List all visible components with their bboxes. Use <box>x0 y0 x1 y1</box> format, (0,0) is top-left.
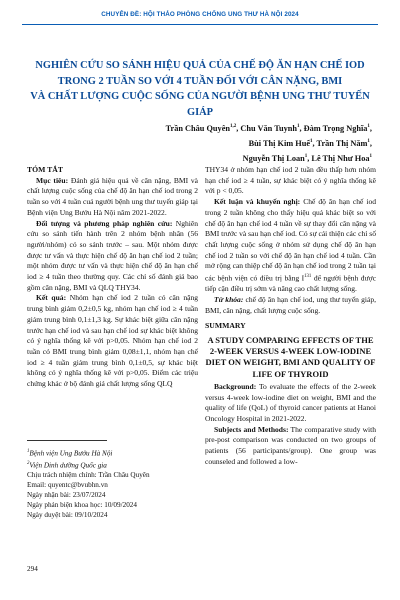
right-column <box>205 165 376 468</box>
title-line-3: VÀ CHẤT LƯỢNG CUỘC SỐNG CỦA NGƯỜI BỆNH UNG THƯ TUYẾN GIÁP <box>30 91 370 119</box>
affiliation-2: $^2$Viện Dinh dưỡng Quốc gia <box>27 460 107 470</box>
background-paragraph: Background: To evaluate the effects of the 2-week versus 4-week low-iodine diet on weight, BMI and the quality of life (QoL) of thyroid cancer patients at Hanoi Oncology Hospital in 2021-2022. <box>205 381 376 423</box>
email: Email: quyentc@bvubhn.vn <box>27 481 108 490</box>
author-line-2: Bùi Thị Kim Huế$^1$, Trần Thị Năm$^1$, <box>248 138 372 148</box>
page-number: 294 <box>27 565 38 573</box>
methods-paragraph: Đối tượng và phương pháp nghiên cứu: Nghiên cứu so sánh tiến hành trên 2 nhóm bệnh nhân (56 người/nhóm) có so sánh trước – sau. Một nhóm được được tư vấn và thực hiện chế độ ăn hạn chế iod 2 tuần; một nhóm được tư vấn và thực hiện chế độ ăn hạn chế iod ≥ 4 tuần theo thường quy. Các chỉ số đánh giá bao gồm cân nặng, BMI và QLQ THY34. <box>27 218 199 292</box>
date-approved: Ngày duyệt bài: 09/10/2024 <box>27 510 108 519</box>
abstract-heading: TÓM TẮT <box>27 165 63 174</box>
article-title <box>30 58 370 121</box>
results-paragraph: Kết quả: Nhóm hạn chế iod 2 tuần có cân nặng trung bình giảm 0,2±0,5 kg, nhóm hạn chế iod ≥ 4 tuần giảm trung bình 0,1±1,3 kg. Sự khác biệt giữa cân nặng trước hạn chế iod và sau hạn chế iod sự khác biệt không có ý nghĩa thống kê với p>0,05. Nhóm hạn chế iod 2 tuần có BMI trung bình giảm 0,08±1,1, nhóm hạn chế iod ≥ 4 tuần giảm trung bình 0,1±0,5, sự khác biệt không có ý nghĩa thống kê với p>0,05. Điểm các triệu chứng khác ở bộ đánh giá chất lượng sống QLQ <box>27 293 198 389</box>
date-received: Ngày nhận bài: 23/07/2024 <box>27 491 106 499</box>
footnote-divider <box>27 440 107 441</box>
journal-header <box>0 0 400 32</box>
summary-heading: SUMMARY <box>205 321 246 331</box>
results-continued: THY34 ở nhóm hạn chế iod 2 tuần đều thấp hơn nhóm hạn chế iod ≥ 4 tuần, sự khác biệt có ý nghĩa thống kê với p < 0,05. <box>205 165 376 196</box>
title-line-2: TRONG 2 TUẦN SO VỚI 4 TUẦN ĐỐI VỚI CÂN NẶNG, BMI <box>57 75 343 87</box>
title-line-1: NGHIÊN CỨU SO SÁNH HIỆU QUẢ CỦA CHẾ ĐỘ ĂN HẠN CHẾ IOD <box>35 60 365 71</box>
corresponding-author: Chịu trách nhiệm chính: Trần Châu Quyên <box>27 471 150 480</box>
header-title: CHUYÊN ĐỀ: HỘI THẢO PHÒNG CHỐNG UNG THƯ HÀ NỘI 2024 <box>101 11 299 18</box>
author-line-1: Trần Châu Quyên$^{1,2}$, Chu Văn Tuynh$^1$, Đàm Trọng Nghĩa$^1$, <box>165 123 372 133</box>
subjects-methods-paragraph: Subjects and Methods: The comparative study with pre-post comparison was conducted on two groups of patients (56 participants/group). One group was counseled and followed a low- <box>205 424 376 466</box>
author-line-3: Nguyễn Thị Loan$^1$, Lê Thị Như Hoa$^1$ <box>242 153 372 163</box>
english-title: A STUDY COMPARING EFFECTS OF THE 2-WEEK VERSUS 4-WEEK LOW-IODINE DIET ON WEIGHT, BMI AND QUALITY OF LIFE OF THYROID <box>205 335 376 379</box>
objective-paragraph: Mục tiêu: Đánh giá hiệu quả về cân nặng, BMI và chất lượng cuộc sống của chế độ ăn hạn chế iod trong 2 tuần so với 4 tuần cuả người bệnh ung thư tuyến giáp tại Bệnh viện Ung Bướu Hà Nội năm 2021-2022. <box>27 175 198 217</box>
left-column <box>27 165 198 390</box>
keywords-paragraph: Từ khóa: chế độ ăn hạn chế iod, ung thư tuyến giáp, BMI, cân nặng, chất lượng cuộc sống. <box>205 294 376 315</box>
conclusion-paragraph: Kết luận và khuyến nghị: Chế độ ăn hạn chế iod trong 2 tuần không cho thấy hiệu quả khác biệt so với chế độ ăn hạn chế iod 4 tuần về sự thay đổi cân nặng và BMI trước và sau hạn chế iod. Có sự cải thiện các chỉ số chất lượng cuộc sống ở nhóm sử dụng chế độ ăn hạn chế iod 2 tuần so với chế độ ăn hạn chế iod 4 tuần. Cần mở rộng can thiệp chế độ ăn hạn chế iod trong 2 tuần tại các bệnh viện có điều trị bằng $I^{131}$ để người bệnh được tiếp cận điều trị sớm và nâng cao chất lượng sống. <box>205 197 376 294</box>
header-divider <box>22 24 378 25</box>
author-list <box>152 120 372 164</box>
footnotes <box>27 440 198 521</box>
date-reviewed: Ngày phản biện khoa học: 10/09/2024 <box>27 500 137 509</box>
affiliation-1: $^1$Bệnh viện Ung Bướu Hà Nội <box>27 448 113 457</box>
